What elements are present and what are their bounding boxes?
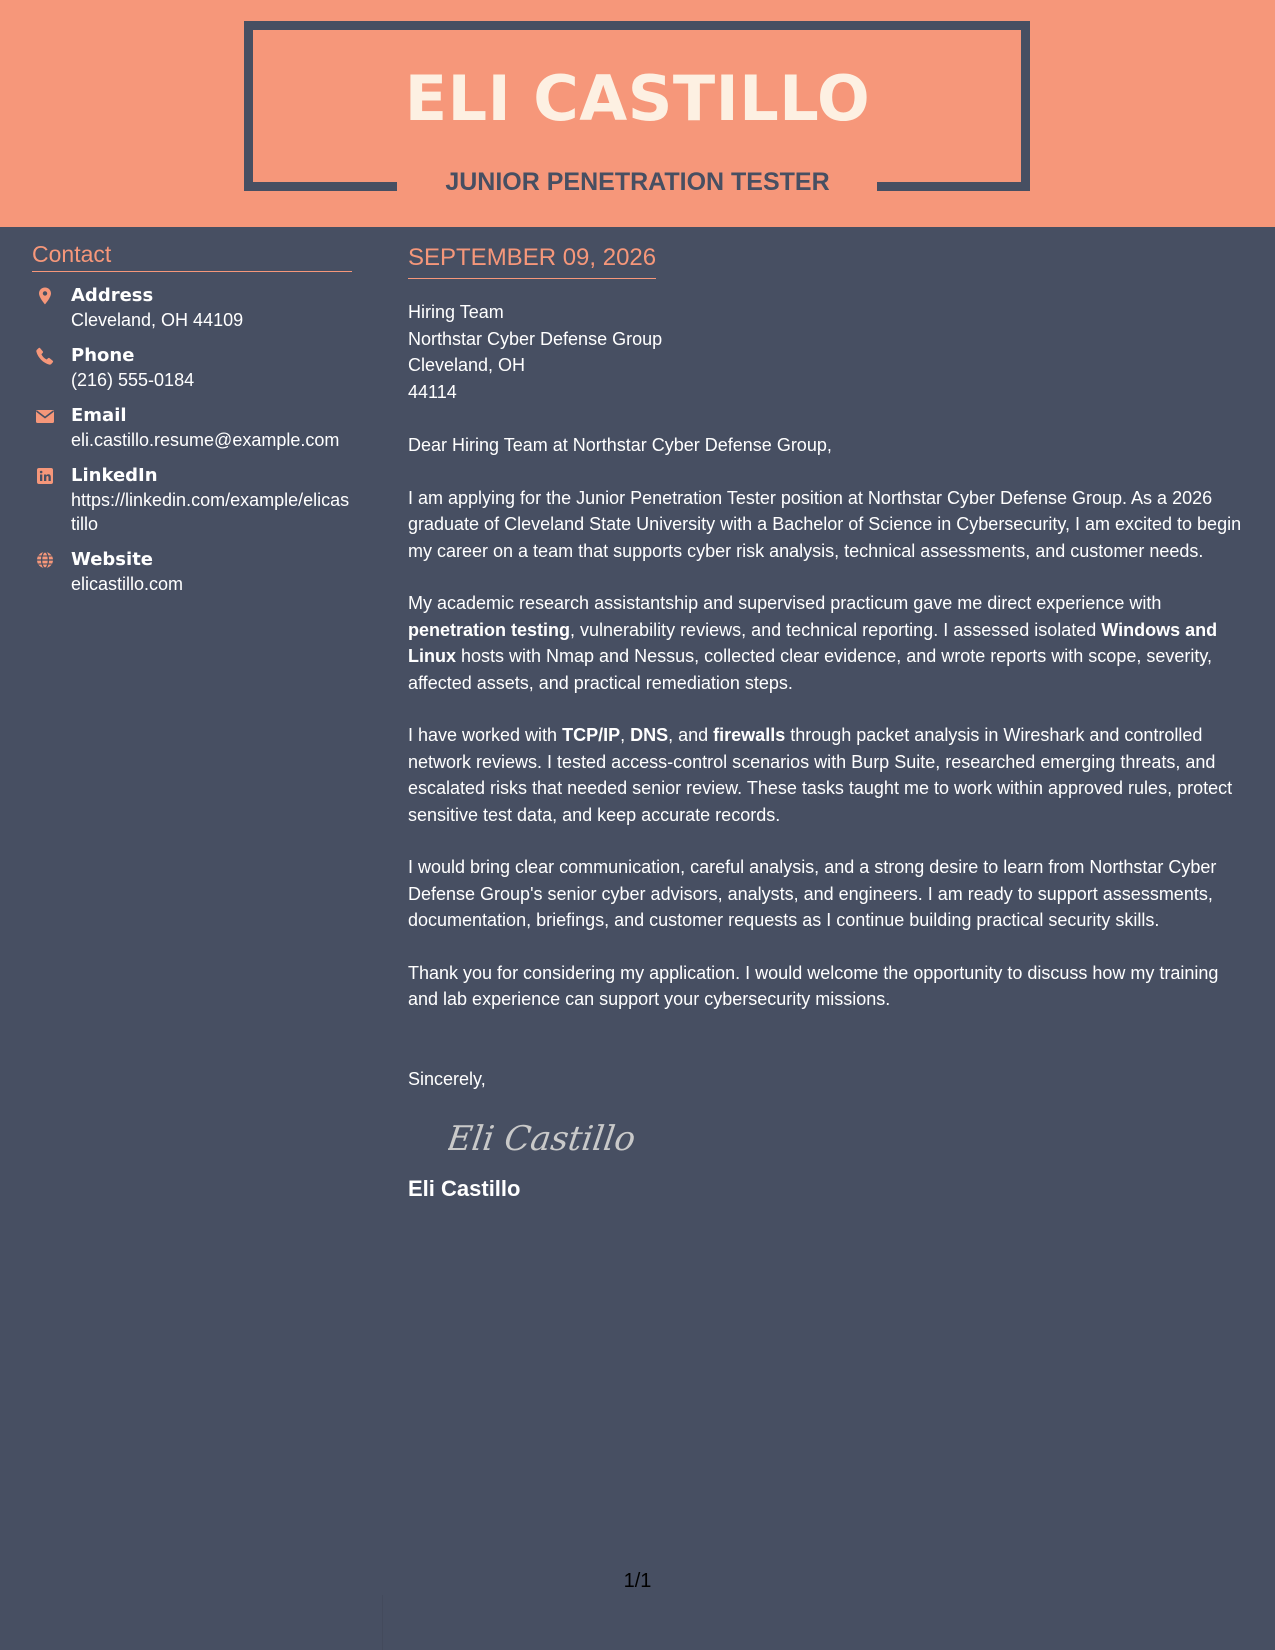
contact-phone bbox=[32, 344, 352, 392]
paragraph-1: I am applying for the Junior Penetration Tester position at Northstar Cyber Defense Group. As a 2026 graduate of Cleveland State University with a Bachelor of Science in Cybersecurity, I am excited to begin my career on a team that supports cyber risk analysis, technical assessments, and customer needs. bbox=[408, 487, 1242, 561]
paragraph-5: Thank you for considering my application. I would welcome the opportunity to discuss how my training and lab experience can support your cybersecurity missions. bbox=[408, 962, 1219, 1009]
recipient-line: Hiring Team bbox=[408, 302, 504, 322]
bold-keyword: Windows and Linux bbox=[408, 619, 1218, 666]
contact-label: LinkedIn bbox=[71, 465, 158, 486]
contact-heading: Contact bbox=[32, 241, 352, 272]
contact-website bbox=[32, 548, 352, 596]
closing: Sincerely, bbox=[408, 1068, 486, 1089]
salutation: Dear Hiring Team at Northstar Cyber Defense Group, bbox=[408, 435, 832, 455]
job-title: JUNIOR PENETRATION TESTER bbox=[445, 168, 830, 196]
contact-sidebar bbox=[32, 241, 352, 596]
envelope-icon bbox=[35, 406, 55, 426]
text-span: , bbox=[620, 725, 631, 745]
contact-label: Website bbox=[71, 549, 154, 570]
linkedin-icon bbox=[35, 466, 55, 486]
signature-image bbox=[448, 1106, 1253, 1166]
contact-address bbox=[32, 284, 352, 332]
recipient-block bbox=[408, 299, 1253, 405]
contact-email bbox=[32, 404, 352, 452]
phone-value: (216) 555-0184 bbox=[71, 370, 195, 390]
recipient-zip: 44114 bbox=[408, 381, 457, 402]
text-span: , vulnerability reviews, and technical reporting. I assessed isolated bbox=[570, 619, 1102, 640]
page-number: 1/1 bbox=[623, 1570, 652, 1592]
candidate-name: ELI CASTILLO bbox=[404, 62, 871, 135]
contact-linkedin bbox=[32, 464, 352, 536]
paragraph-3 bbox=[408, 722, 1253, 828]
contact-label: Email bbox=[71, 405, 127, 426]
bold-keyword: penetration testing bbox=[408, 619, 571, 640]
letter-body bbox=[408, 244, 1253, 1202]
linkedin-value: https://linkedin.com/example/elicastillo bbox=[71, 490, 350, 534]
recipient-city: Cleveland, OH bbox=[408, 355, 526, 375]
text-span: through packet analysis in Wireshark and controlled network reviews. I tested access-control scenarios with Burp Suite, researched emerging threats, and escalated risks that needed senior review. These tasks taught me to work within approved rules, protect sensitive test data, and keep accurate records. bbox=[408, 725, 1233, 825]
letter-date: SEPTEMBER 09, 2026 bbox=[408, 244, 656, 279]
contact-label: Address bbox=[71, 285, 154, 306]
column-divider bbox=[382, 1595, 383, 1650]
recipient-company: Northstar Cyber Defense Group bbox=[408, 328, 663, 349]
svg-text:Eli Castillo: Eli Castillo bbox=[448, 1119, 638, 1159]
signer-name: Eli Castillo bbox=[408, 1176, 521, 1201]
bold-keyword: firewalls bbox=[713, 725, 786, 745]
bold-keyword: TCP/IP bbox=[562, 725, 621, 745]
paragraph-2 bbox=[408, 590, 1253, 696]
header-banner bbox=[0, 0, 1275, 227]
text-span: I have worked with bbox=[408, 725, 563, 745]
contact-label: Phone bbox=[71, 345, 135, 366]
phone-icon bbox=[35, 346, 55, 366]
text-span: , and bbox=[668, 725, 714, 745]
address-value: Cleveland, OH 44109 bbox=[71, 310, 244, 330]
text-span: hosts with Nmap and Nessus, collected clear evidence, and wrote reports with scope, severity, affected assets, and practical remediation steps. bbox=[408, 646, 1213, 693]
paragraph-4: I would bring clear communication, careful analysis, and a strong desire to learn from Northstar Cyber Defense Group's senior cyber advisors, analysts, and engineers. I am ready to support assessments, documentation, briefings, and customer requests as I continue building practical security skills. bbox=[408, 857, 1217, 930]
bold-keyword: DNS bbox=[630, 725, 669, 745]
website-value: elicastillo.com bbox=[71, 574, 184, 594]
email-value: eli.castillo.resume@example.com bbox=[71, 430, 340, 450]
map-pin-icon bbox=[35, 286, 55, 306]
text-span: My academic research assistantship and supervised practicum gave me direct experience with bbox=[408, 593, 1162, 613]
globe-icon bbox=[35, 550, 55, 570]
